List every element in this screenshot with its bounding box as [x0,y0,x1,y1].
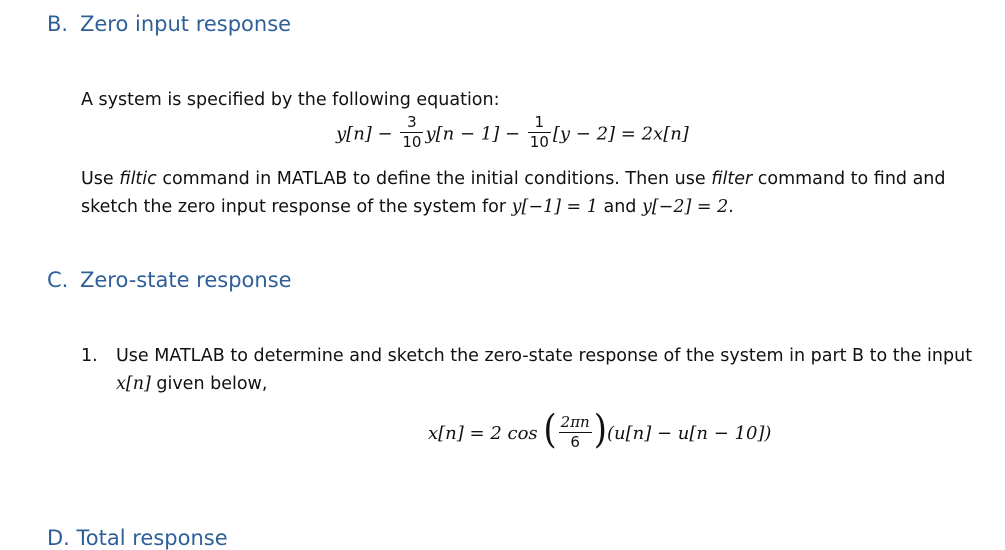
equation-rhs: (u[n] − u[n − 10]) [606,423,772,444]
fraction-2pin-over-6 [559,414,592,451]
initial-condition-1: y[−1] = 1 [511,197,598,217]
section-c-heading [47,268,292,292]
fraction-denominator: 10 [402,133,422,151]
equation-term-3: [y − 2] = 2x[n] [552,123,689,145]
initial-condition-2: y[−2] = 2 [641,197,729,217]
section-b-letter: B. [47,12,69,36]
fraction-numerator: 2πn [560,412,590,431]
text-run: and [597,197,642,217]
section-c-item-1-line-2 [116,370,267,398]
fraction-numerator: 1 [534,113,545,131]
text-run: Use [81,169,120,189]
equation-lhs: x[n] = 2 cos [428,423,538,444]
fraction-denominator: 6 [570,432,580,451]
section-b-title: Zero input response [80,12,292,36]
input-signal-equation [428,407,772,454]
left-paren: ( [543,407,557,453]
section-c-title: Zero-state response [80,268,292,292]
fraction-1-over-10 [528,114,551,151]
difference-equation [336,113,689,153]
text-run: sketch the zero input response of the system for [81,197,512,217]
text-run: given below, [150,374,268,394]
text-run: command to find and [752,169,946,189]
fraction-denominator: 10 [529,133,549,151]
filter-command: filter [711,169,753,189]
section-c-letter: C. [47,268,69,292]
section-b-instructions-line-2 [81,193,734,221]
input-signal-symbol: x[n] [116,374,151,394]
section-b-intro: A system is specified by the following equation: [81,90,500,110]
fraction-numerator: 3 [407,113,417,131]
section-c-item-1-line-1 [81,342,972,370]
equation-term-2: y[n − 1] − [425,123,521,145]
section-b-heading [47,12,291,36]
fraction-3-over-10 [400,114,423,151]
text-run: command in MATLAB to define the initial conditions. Then use [156,169,712,189]
filtic-command: filtic [119,169,157,189]
list-item-number: 1. [81,346,98,366]
section-d-heading-cut: D. Total response [47,526,228,550]
text-run: . [728,197,734,217]
section-b-instructions-line-1 [81,165,946,193]
text-run: Use MATLAB to determine and sketch the zero-state response of the system in part B to the input [116,346,973,366]
right-paren: ) [593,407,607,453]
equation-term-1: y[n] − [336,123,393,145]
